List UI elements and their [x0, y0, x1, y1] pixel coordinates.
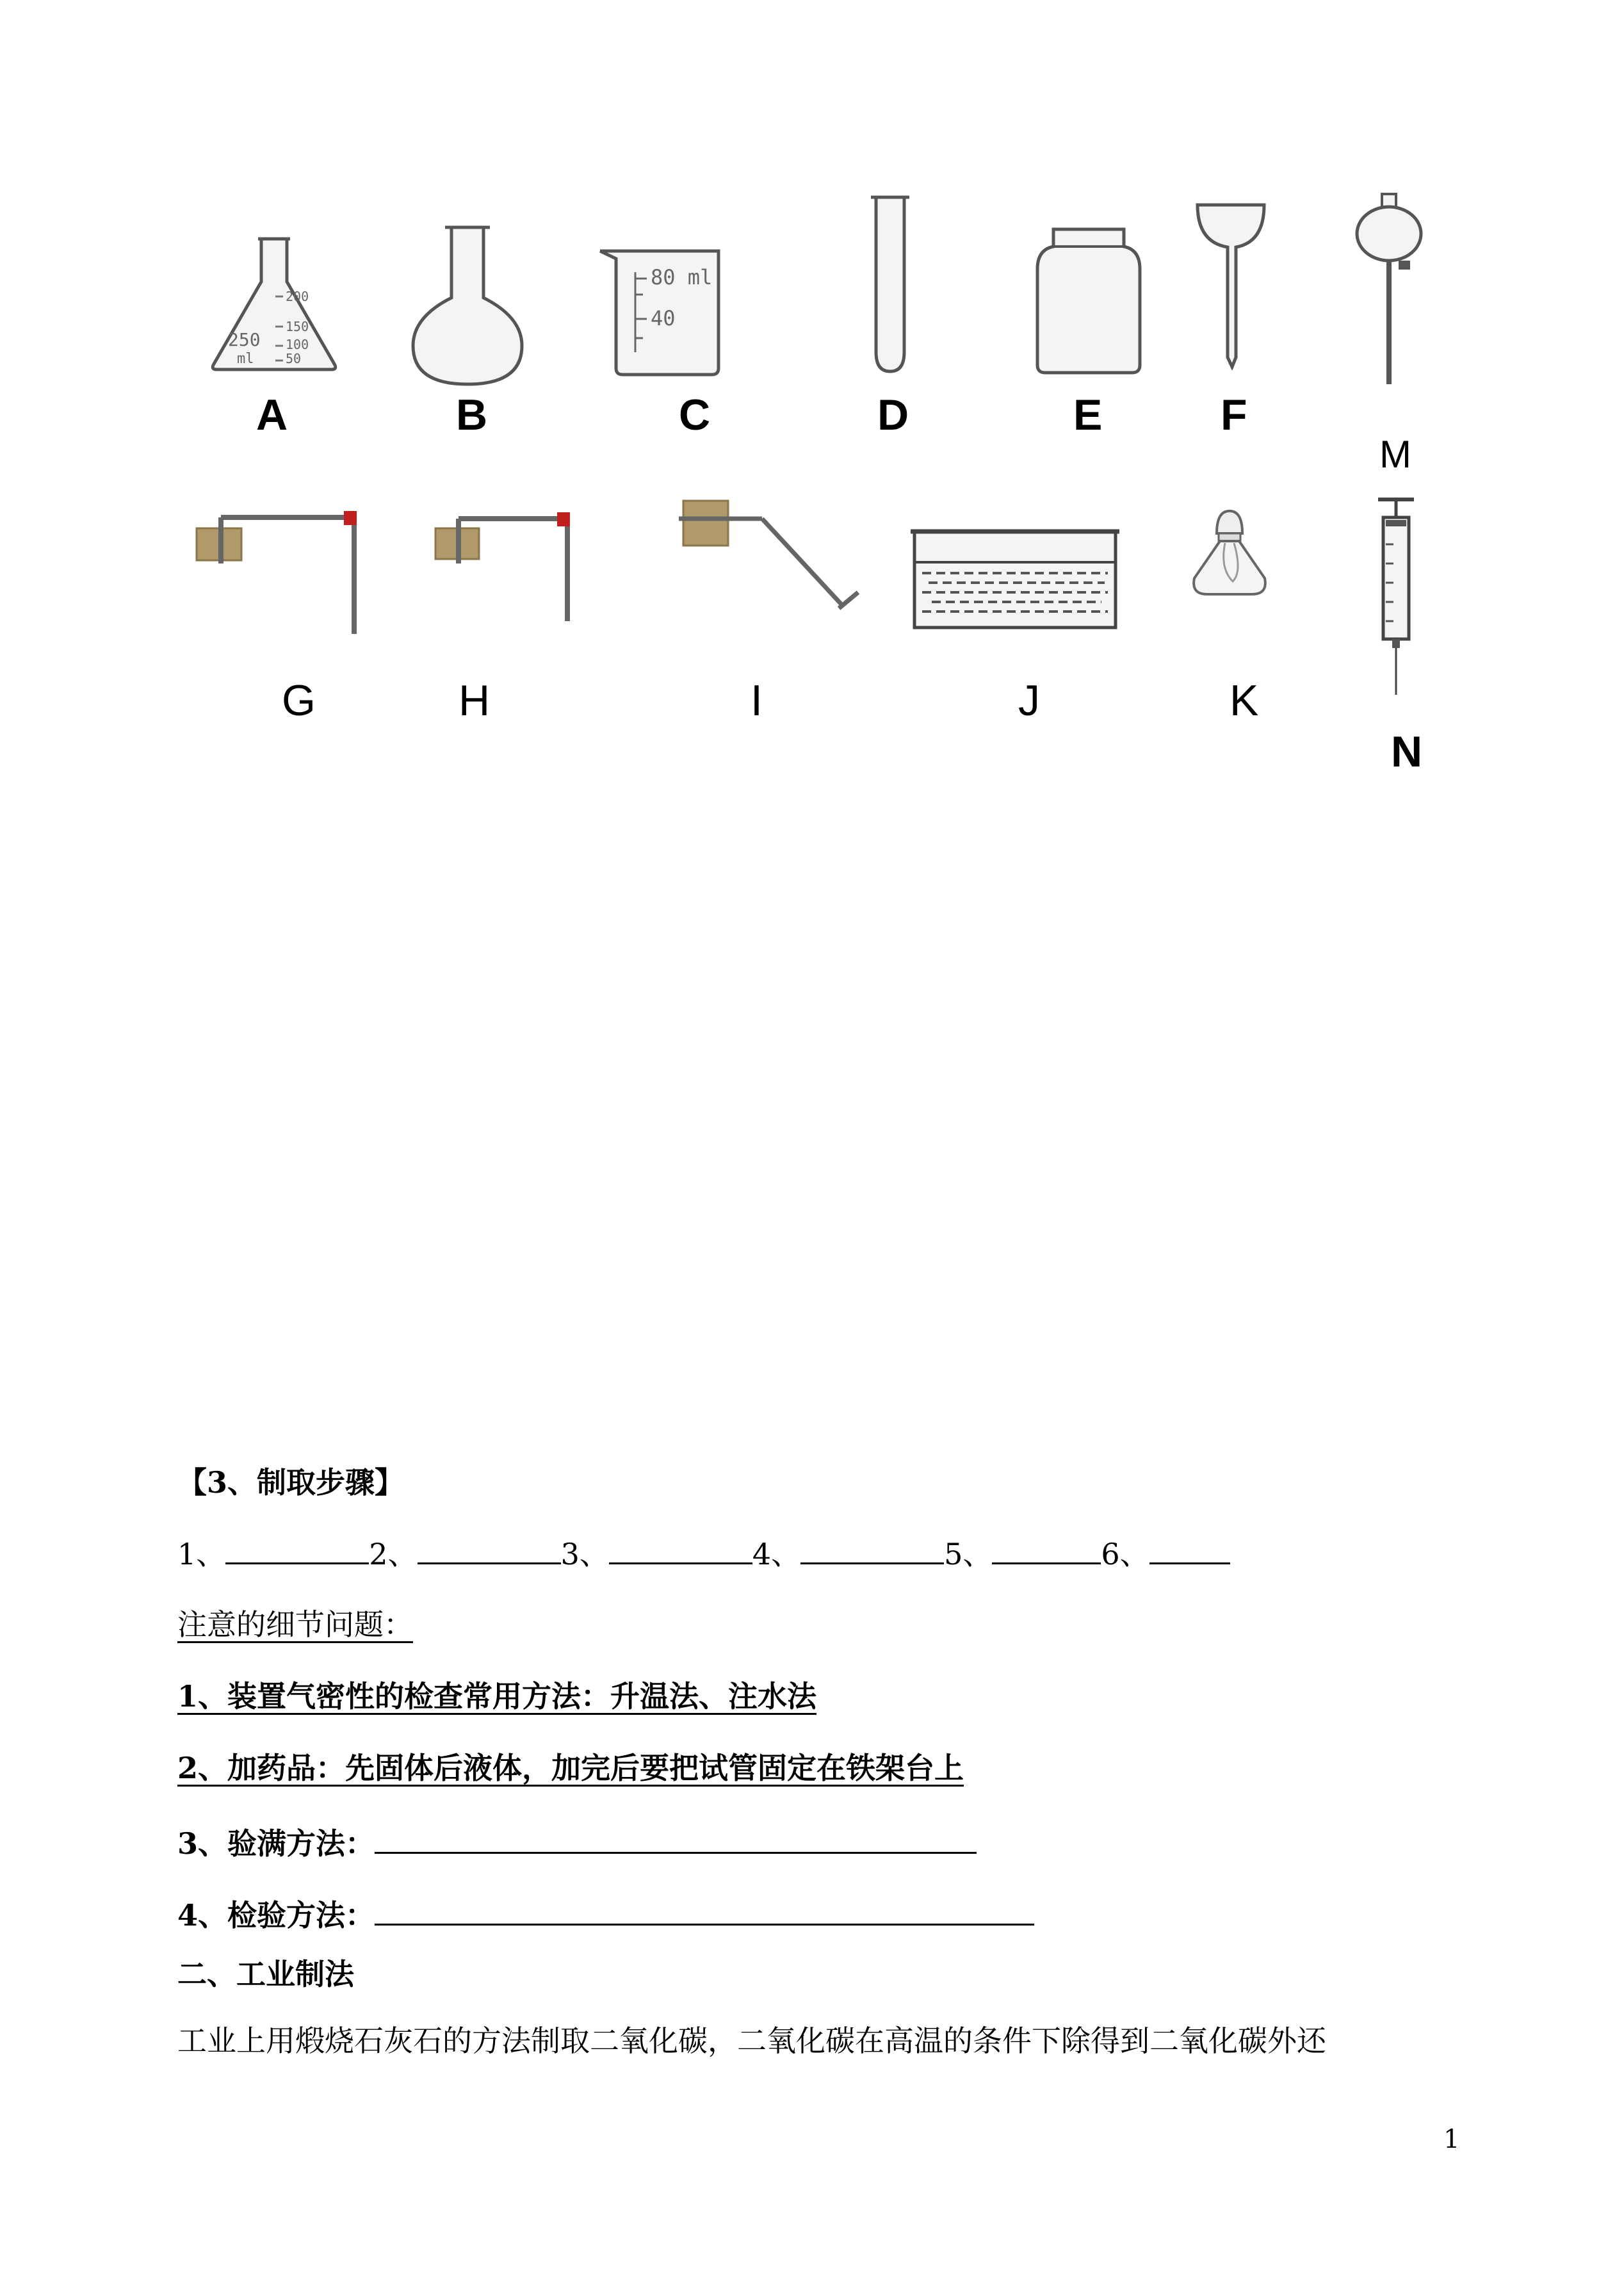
section-heading-industry: 二、工业制法: [177, 1957, 354, 1991]
svg-text:ml: ml: [237, 351, 254, 367]
alcohol-lamp-illustration: [1188, 498, 1271, 601]
step-6-label: 6、: [1101, 1537, 1149, 1571]
step-1-label: 1、: [177, 1537, 226, 1571]
beaker-80ml-text: 80 ml: [651, 265, 713, 289]
steps-row: [177, 1537, 1230, 1569]
label-g: G: [282, 676, 316, 725]
note-3-blank[interactable]: [375, 1826, 977, 1854]
round-bottom-flask-illustration: [410, 221, 525, 387]
note-4-row: [177, 1898, 1034, 1933]
step-5-blank[interactable]: [992, 1537, 1101, 1564]
step-6-blank[interactable]: [1149, 1537, 1230, 1564]
label-b: B: [456, 391, 488, 439]
water-trough-illustration: [909, 525, 1121, 634]
section-heading-steps: 【3、制取步骤】: [177, 1465, 405, 1500]
label-m: M: [1379, 433, 1411, 476]
label-j: J: [1018, 676, 1040, 725]
label-c: C: [679, 391, 711, 439]
svg-text:150: 150: [286, 319, 309, 334]
label-k: K: [1230, 676, 1259, 725]
label-e: E: [1073, 391, 1103, 439]
label-a: A: [256, 391, 288, 439]
step-1-blank[interactable]: [225, 1537, 369, 1564]
note-4-label: 4、检验方法：: [177, 1898, 375, 1933]
step-3-blank[interactable]: [609, 1537, 752, 1564]
svg-text:50: 50: [286, 351, 302, 366]
step-2-label: 2、: [369, 1537, 418, 1571]
beaker-40-text: 40: [651, 306, 676, 330]
long-neck-funnel-illustration: [1192, 197, 1269, 370]
label-n: N: [1391, 727, 1423, 776]
note-4-blank[interactable]: [375, 1898, 1034, 1926]
svg-text:100: 100: [286, 337, 309, 352]
step-3-label: 3、: [560, 1537, 609, 1571]
note-1: 1、装置气密性的检查常用方法：升温法、注水法: [177, 1679, 817, 1714]
page-number: 1: [1443, 2125, 1460, 2154]
delivery-tube-h-illustration: [434, 506, 575, 628]
step-4-blank[interactable]: [800, 1537, 944, 1564]
note-3-label: 3、验满方法：: [177, 1826, 375, 1861]
industry-body-text: 工业上用煅烧石灰石的方法制取二氧化碳，二氧化碳在高温的条件下除得到二氧化碳外还: [177, 2023, 1326, 2058]
step-2-blank[interactable]: [418, 1537, 561, 1564]
note-2: 2、加药品：先固体后液体，加完后要把试管固定在铁架台上: [177, 1751, 964, 1785]
step-5-label: 5、: [944, 1537, 993, 1571]
gas-bottle-illustration: [1031, 224, 1146, 378]
separatory-funnel-illustration: [1349, 189, 1432, 394]
label-h: H: [459, 676, 491, 725]
notes-title: 注意的细节问题：: [177, 1607, 413, 1642]
label-d: D: [877, 391, 909, 439]
delivery-tube-g-illustration: [195, 506, 362, 640]
beaker-illustration: [597, 243, 738, 378]
label-i: I: [751, 676, 763, 725]
syringe-illustration: [1370, 493, 1422, 698]
bent-tube-illustration: [676, 499, 861, 621]
test-tube-illustration: [865, 192, 916, 378]
note-3-row: [177, 1826, 977, 1861]
step-4-label: 4、: [752, 1537, 801, 1571]
label-f: F: [1221, 391, 1247, 439]
conical-flask-illustration: [204, 227, 345, 375]
flask-volume-text: 250: [228, 329, 261, 350]
svg-text:200: 200: [286, 289, 309, 304]
